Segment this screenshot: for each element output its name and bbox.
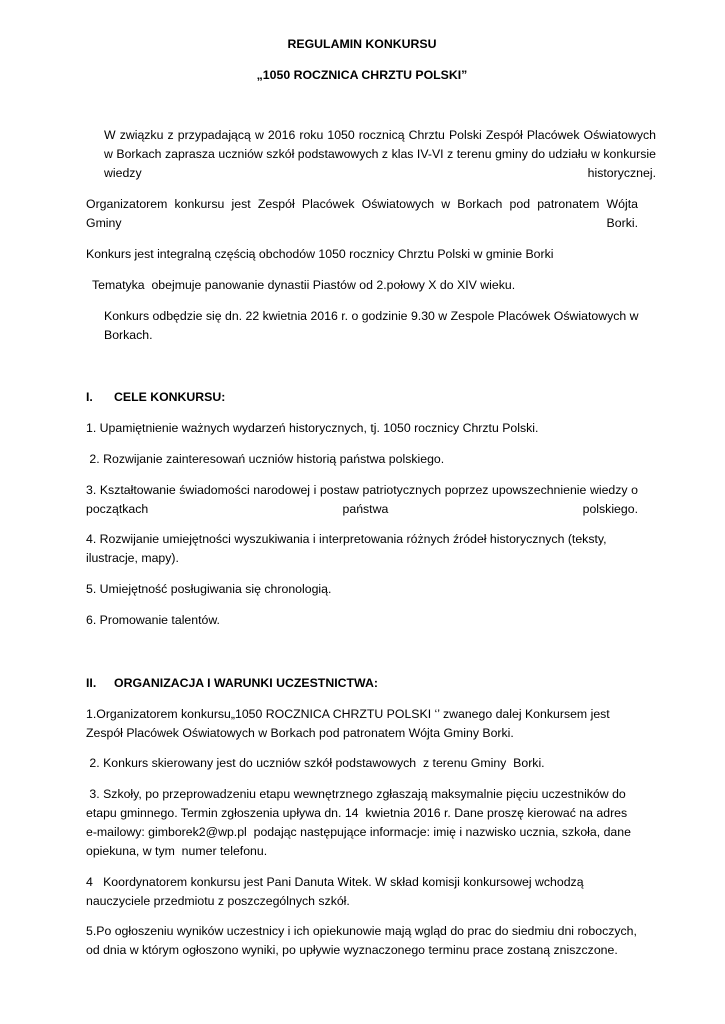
section-2-number: II.: [86, 676, 97, 690]
organization-item-1: 1.Organizatorem konkursu„1050 ROCZNICA CHRZTU POLSKI ‘’ zwanego dalej Konkursem jest Zespół Placówek Oświatowych w Borkach pod patronatem Wójta Gminy Borki.: [86, 707, 610, 740]
intro-paragraph-5: Konkurs odbędzie się dn. 22 kwietnia 2016 r. o godzinie 9.30 w Zespole Placówek Oświatowych w Borkach.: [104, 309, 639, 342]
goal-item-5: 5. Umiejętność posługiwania się chronologią.: [86, 582, 332, 596]
section-1-number: I.: [86, 390, 93, 404]
section-2-heading: [86, 674, 638, 693]
section-1-title: CELE KONKURSU:: [114, 390, 226, 404]
intro-paragraph-1: W związku z przypadającą w 2016 roku 1050 rocznicą Chrztu Polski Zespół Placówek Oświatowych w Borkach zaprasza uczniów szkół podstawowych z klas IV-VI z terenu gminy do udziału w konkursie wiedzy historycznej.: [104, 128, 656, 180]
section-2-title: ORGANIZACJA I WARUNKI UCZESTNICTWA:: [114, 676, 378, 690]
organization-item-5: 5.Po ogłoszeniu wyników uczestnicy i ich opiekunowie mają wgląd do prac do siedmiu dni roboczych, od dnia w którym ogłoszono wyniki, po upływie wyznaczonego terminu prace zostaną zniszczone.: [86, 924, 637, 957]
intro-paragraph-2: Organizatorem konkursu jest Zespół Placówek Oświatowych w Borkach pod patronatem Wójta Gminy Borki.: [86, 197, 638, 230]
organization-item-4: 4 Koordynatorem konkursu jest Pani Danuta Witek. W skład komisji konkursowej wchodzą nauczyciele przedmiotu z poszczególnych szkół.: [86, 875, 587, 908]
goal-item-4: 4. Rozwijanie umiejętności wyszukiwania i interpretowania różnych źródeł historycznych (teksty, ilustracje, mapy).: [86, 532, 607, 565]
document-subtitle: „1050 ROCZNICA CHRZTU POLSKI”: [256, 68, 468, 82]
goal-item-6: 6. Promowanie talentów.: [86, 613, 220, 627]
intro-paragraph-4: Tematyka obejmuje panowanie dynastii Piastów od 2.połowy X do XIV wieku.: [92, 278, 516, 292]
goal-item-2: 2. Rozwijanie zainteresowań uczniów historią państwa polskiego.: [86, 452, 445, 466]
goal-item-1: 1. Upamiętnienie ważnych wydarzeń historycznych, tj. 1050 rocznicy Chrztu Polski.: [86, 421, 539, 435]
document-title: REGULAMIN KONKURSU: [287, 37, 437, 51]
intro-paragraph-3: Konkurs jest integralną częścią obchodów 1050 rocznicy Chrztu Polski w gminie Borki: [86, 247, 554, 261]
section-1-heading: [86, 388, 638, 407]
goal-item-3: 3. Kształtowanie świadomości narodowej i postaw patriotycznych poprzez upowszechnienie wiedzy o początkach państwa polskiego.: [86, 483, 638, 516]
organization-item-2: 2. Konkurs skierowany jest do uczniów szkół podstawowych z terenu Gminy Borki.: [86, 756, 545, 770]
organization-item-3: 3. Szkoły, po przeprowadzeniu etapu wewnętrznego zgłaszają maksymalnie pięciu uczestników do etapu gminnego. Termin zgłoszenia upływa dn. 14 kwietnia 2016 r. Dane proszę kierować na adres e-mailowy: gimborek2@wp.pl podając następujące informacje: imię i nazwisko ucznia, szkoła, dane opiekuna, w tym numer telefonu.: [86, 787, 635, 858]
